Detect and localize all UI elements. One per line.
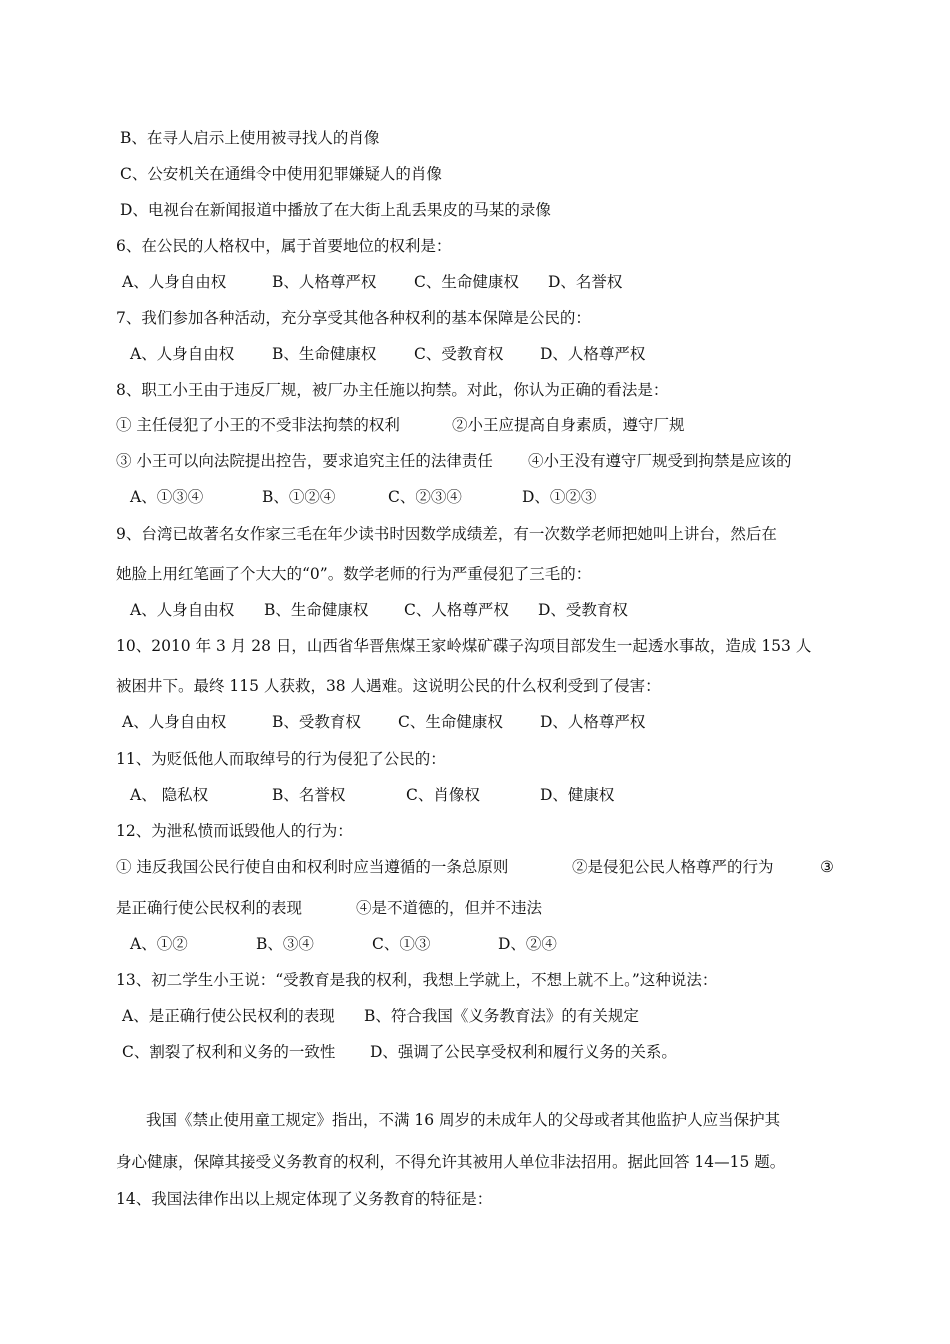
question-9-line2: 她脸上用红笔画了个大大的“0”。数学老师的行为严重侵犯了三毛的： <box>116 565 592 583</box>
q5-option-d: D、电视台在新闻报道中播放了在大街上乱丢果皮的马某的录像 <box>120 201 551 219</box>
q8-statement-1: ① 主任侵犯了小王的不受非法拘禁的权利 <box>116 416 400 434</box>
q6-option-d: D、名誉权 <box>548 273 623 291</box>
q10-options <box>122 712 645 732</box>
q11-option-b: B、名誉权 <box>272 786 346 804</box>
q8-statement-2: ②小王应提高自身素质，遵守厂规 <box>452 416 685 434</box>
q9-option-b: B、生命健康权 <box>264 601 369 619</box>
q10-option-b: B、受教育权 <box>272 713 361 731</box>
question-9-line1: 9、台湾已故著名女作家三毛在年少读书时因数学成绩差，有一次数学老师把她叫上讲台，然后在 <box>116 525 777 543</box>
q8-statement-4: ④小王没有遵守厂规受到拘禁是应该的 <box>528 452 792 470</box>
q9-option-d: D、受教育权 <box>538 601 628 619</box>
q7-option-c: C、受教育权 <box>414 345 504 363</box>
q11-option-c: C、肖像权 <box>406 786 480 804</box>
q8-option-c: C、②③④ <box>388 488 462 506</box>
q12-statement-4: ④是不道德的，但并不违法 <box>356 899 543 917</box>
q8-statement-3: ③ 小王可以向法院提出控告，要求追究主任的法律责任 <box>116 452 493 470</box>
question-10-line1: 10、2010 年 3 月 28 日，山西省华晋焦煤王家岭煤矿碟子沟项目部发生一起透水事故，造成 153 人 <box>116 637 812 655</box>
q12-statement-3-text: 是正确行使公民权利的表现 <box>116 899 303 917</box>
q9-option-a: A、人身自由权 <box>130 601 235 619</box>
q12-statement-1: ① 违反我国公民行使自由和权利时应当遵循的一条总原则 <box>116 858 509 876</box>
question-10-line2: 被困井下。最终 115 人获救，38 人遇难。这说明公民的什么权利受到了侵害： <box>116 677 661 695</box>
q8-statements-row2 <box>116 451 792 471</box>
q5-option-c: C、公安机关在通缉令中使用犯罪嫌疑人的肖像 <box>120 165 442 183</box>
q6-options <box>122 272 622 292</box>
q13-option-b: B、符合我国《义务教育法》的有关规定 <box>364 1007 639 1025</box>
q12-statements-row1 <box>116 857 834 877</box>
passage-line1: 我国《禁止使用童工规定》指出，不满 16 周岁的未成年人的父母或者其他监护人应当保护其 <box>146 1111 781 1129</box>
q11-options <box>130 785 614 805</box>
q12-option-c: C、①③ <box>372 935 431 953</box>
q13-options-row2 <box>122 1042 677 1062</box>
question-8: 8、职工小王由于违反厂规，被厂办主任施以拘禁。对此，你认为正确的看法是： <box>116 381 669 399</box>
q13-option-d: D、强调了公民享受权利和履行义务的关系。 <box>370 1043 677 1061</box>
q11-option-a: A、 隐私权 <box>130 786 209 804</box>
q9-options <box>130 600 628 620</box>
q10-option-a: A、人身自由权 <box>122 713 227 731</box>
q13-option-a: A、是正确行使公民权利的表现 <box>122 1007 335 1025</box>
passage-line2: 身心健康，保障其接受义务教育的权利，不得允许其被用人单位非法招用。据此回答 14—15 题。 <box>116 1153 786 1171</box>
question-11: 11、为贬低他人而取绰号的行为侵犯了公民的： <box>116 750 446 768</box>
q12-statement-3-marker: ③ <box>820 858 834 876</box>
q7-option-b: B、生命健康权 <box>272 345 377 363</box>
question-14: 14、我国法律作出以上规定体现了义务教育的特征是： <box>116 1190 493 1208</box>
q10-option-c: C、生命健康权 <box>398 713 503 731</box>
q6-option-c: C、生命健康权 <box>414 273 519 291</box>
q12-option-a: A、①② <box>130 935 188 953</box>
q13-option-c: C、割裂了权利和义务的一致性 <box>122 1043 336 1061</box>
q13-options-row1 <box>122 1006 639 1026</box>
q12-statement-2: ②是侵犯公民人格尊严的行为 <box>572 858 774 876</box>
q12-option-b: B、③④ <box>256 935 314 953</box>
question-7: 7、我们参加各种活动，充分享受其他各种权利的基本保障是公民的： <box>116 309 591 327</box>
q8-option-a: A、①③④ <box>130 488 204 506</box>
q10-option-d: D、人格尊严权 <box>540 713 646 731</box>
q6-option-b: B、人格尊严权 <box>272 273 377 291</box>
q9-option-c: C、人格尊严权 <box>404 601 509 619</box>
q8-option-b: B、①②④ <box>262 488 336 506</box>
question-13: 13、初二学生小王说：“受教育是我的权利，我想上学就上，不想上就不上。”这种说法： <box>116 971 718 989</box>
q12-statements-row2 <box>116 898 542 918</box>
q7-option-a: A、人身自由权 <box>130 345 235 363</box>
q8-option-d: D、①②③ <box>522 488 597 506</box>
q7-option-d: D、人格尊严权 <box>540 345 646 363</box>
q8-options <box>130 487 596 507</box>
q12-options <box>130 934 557 954</box>
question-6: 6、在公民的人格权中，属于首要地位的权利是： <box>116 237 452 255</box>
q5-option-b: B、在寻人启示上使用被寻找人的肖像 <box>120 129 380 147</box>
q6-option-a: A、人身自由权 <box>122 273 227 291</box>
q7-options <box>130 344 645 364</box>
q8-statements-row1 <box>116 415 685 435</box>
q12-option-d: D、②④ <box>498 935 557 953</box>
question-12: 12、为泄私愤而诋毁他人的行为： <box>116 822 353 840</box>
q11-option-d: D、健康权 <box>540 786 615 804</box>
